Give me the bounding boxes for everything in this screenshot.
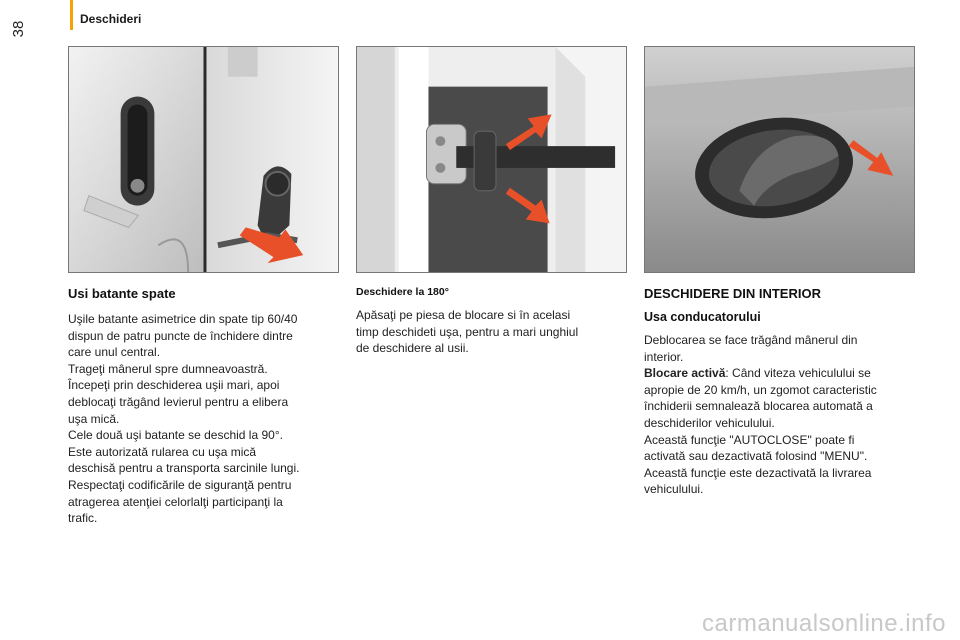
section-title: Deschideri bbox=[80, 12, 142, 26]
rear-doors-text: Uşile batante asimetrice din spate tip 60/40 dispun de patru puncte de închidere dintre care unul central. Trageţi mânerul spre dumneavoastră. Începeţi prin deschiderea uşii mari, apoi deblocaţi trăgând levierul pentru a elibera uşa mică. Cele două uşi batante se deschid la 90°. Este autorizată rularea cu uşa mică deschisă pentru a transporta sarcinile lungi. Respectaţi codificările de siguranţă pentru atragerea atenţiei celorlalţi participanţi la trafic. bbox=[68, 312, 300, 526]
opening-180-caption: Deschidere la 180° bbox=[356, 286, 449, 298]
opening-180-text: Apăsaţi pe piesa de blocare si în acelasi timp deschideti uşa, pentru a mari unghiul de deschidere al usii. bbox=[356, 308, 579, 356]
door-hinge-180-photo bbox=[356, 46, 627, 273]
rear-door-handle-photo bbox=[68, 46, 339, 273]
interior-opening-section bbox=[644, 286, 924, 498]
opening-180-section bbox=[356, 286, 631, 357]
watermark: carmanualsonline.info bbox=[702, 610, 946, 637]
header-accent-bar bbox=[70, 0, 73, 30]
interior-handle-photo bbox=[644, 46, 915, 273]
rear-doors-title: Usi batante spate bbox=[68, 286, 176, 301]
driver-door-subtitle: Usa conducatorului bbox=[644, 310, 761, 324]
rear-doors-section bbox=[68, 286, 343, 527]
interior-opening-text: Deblocarea se face trăgând mânerul din interior. Blocare activă: Când viteza vehiculului se apropie de 20 km/h, un zgomot caracteristic închiderii semnalează blocarea automată a deschiderilor vehiculului. Această funcţie "AUTOCLOSE" poate fi activată sau dezactivată folosind "MENU". Această funcţie este dezactivată la livrarea vehiculului. bbox=[644, 333, 877, 497]
page-number: 38 bbox=[10, 20, 27, 38]
active-locking-label: Blocare activă bbox=[644, 366, 726, 381]
interior-opening-title: DESCHIDERE DIN INTERIOR bbox=[644, 286, 821, 301]
